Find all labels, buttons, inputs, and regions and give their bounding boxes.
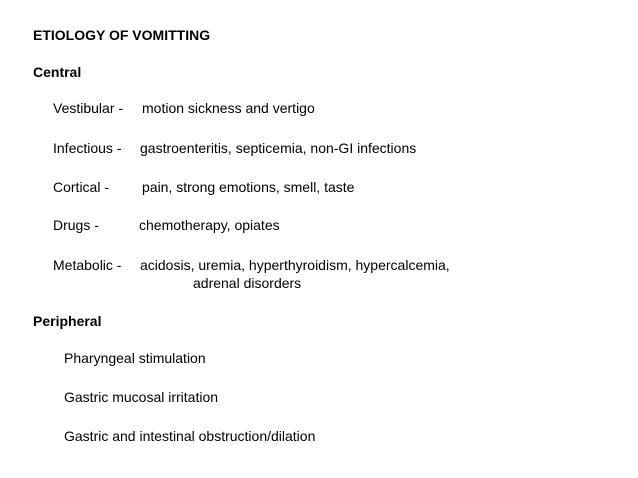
central-item-desc: pain, strong emotions, smell, taste xyxy=(142,179,355,195)
central-item-label: Cortical - xyxy=(53,179,110,195)
peripheral-item: Gastric and intestinal obstruction/dilation xyxy=(64,428,316,444)
central-item-label: Drugs - xyxy=(53,217,99,233)
central-item-desc: chemotherapy, opiates xyxy=(139,217,280,233)
peripheral-item: Gastric mucosal irritation xyxy=(64,389,219,405)
central-item-label: Metabolic - xyxy=(53,257,122,273)
central-item-label: Infectious - xyxy=(53,140,122,156)
central-item-desc: acidosis, uremia, hyperthyroidism, hypercalcemia, xyxy=(140,257,450,273)
central-item-label: Vestibular - xyxy=(53,100,124,116)
peripheral-item: Pharyngeal stimulation xyxy=(64,350,206,366)
central-item-desc: motion sickness and vertigo xyxy=(142,100,315,116)
section-heading-peripheral: Peripheral xyxy=(33,313,102,329)
section-heading-central: Central xyxy=(33,64,82,80)
page-title: ETIOLOGY OF VOMITTING xyxy=(33,27,211,43)
central-item-desc: gastroenteritis, septicemia, non-GI infections xyxy=(140,140,417,156)
central-item-desc-continued: adrenal disorders xyxy=(193,275,302,291)
